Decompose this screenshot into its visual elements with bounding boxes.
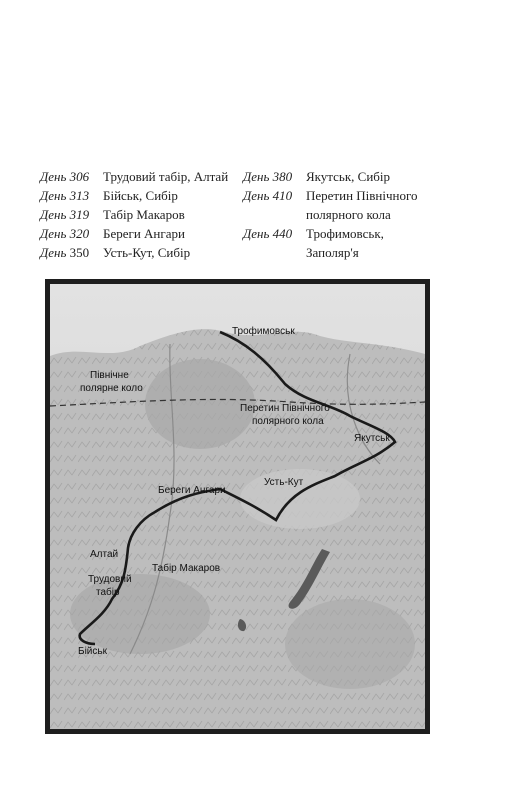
legend-place: Перетин Північного полярного кола: [306, 188, 418, 222]
label-makarov: Табір Макаров: [152, 563, 221, 574]
legend-day: День 350: [40, 245, 90, 260]
label-crossing: Перетин Північного: [240, 403, 330, 414]
legend-place: Якутськ, Сибір: [306, 169, 391, 184]
map-illustration: [50, 284, 425, 729]
legend-place: Усть-Кут, Сибір: [103, 245, 191, 260]
label-crossing-2: полярного кола: [252, 416, 324, 427]
label-polar-circle-2: полярне коло: [80, 383, 143, 394]
label-angara: Береги Ангари: [158, 485, 226, 496]
legend-right: [243, 167, 417, 262]
label-camp-2: табір: [96, 587, 120, 598]
legend-entry: [40, 167, 228, 186]
legend-entry: [40, 205, 228, 224]
label-polar-circle: Північне: [90, 370, 129, 381]
legend-place: Береги Ангари: [103, 226, 185, 241]
legend-entry: [243, 186, 417, 224]
legend-day: День 380: [243, 169, 293, 184]
legend-entry: [40, 186, 228, 205]
label-trofymovsk: Трофимовськ: [232, 326, 295, 337]
legend-place: Табір Макаров: [103, 207, 185, 222]
legend-day: День 440: [243, 226, 293, 241]
label-ust-kut: Усть-Кут: [264, 477, 304, 488]
mountain-region: [70, 574, 210, 654]
legend-day: День 320: [40, 226, 90, 241]
legend-day: День 313: [40, 188, 90, 203]
legend-entry: [40, 224, 228, 243]
mountain-region: [285, 599, 415, 689]
legend-place: Бійськ, Сибір: [103, 188, 178, 203]
legend-day: День 319: [40, 207, 90, 222]
map-frame: [45, 279, 430, 734]
mountain-region: [145, 359, 255, 449]
legend-place: Трудовий табір, Алтай: [103, 169, 229, 184]
legend-place: Трофимовськ, Заполяр'я: [306, 226, 384, 260]
label-yakutsk: Якутськ: [354, 433, 390, 444]
legend-entry: [243, 167, 417, 186]
legend-entry: [243, 224, 417, 262]
label-biysk: Бійськ: [78, 646, 107, 657]
legend-entry: [40, 243, 228, 262]
label-camp: Трудовий: [88, 574, 132, 585]
legend-day: День 306: [40, 169, 90, 184]
label-altai: Алтай: [90, 549, 119, 560]
legend-left: [40, 167, 228, 262]
legend-day: День 410: [243, 188, 293, 203]
